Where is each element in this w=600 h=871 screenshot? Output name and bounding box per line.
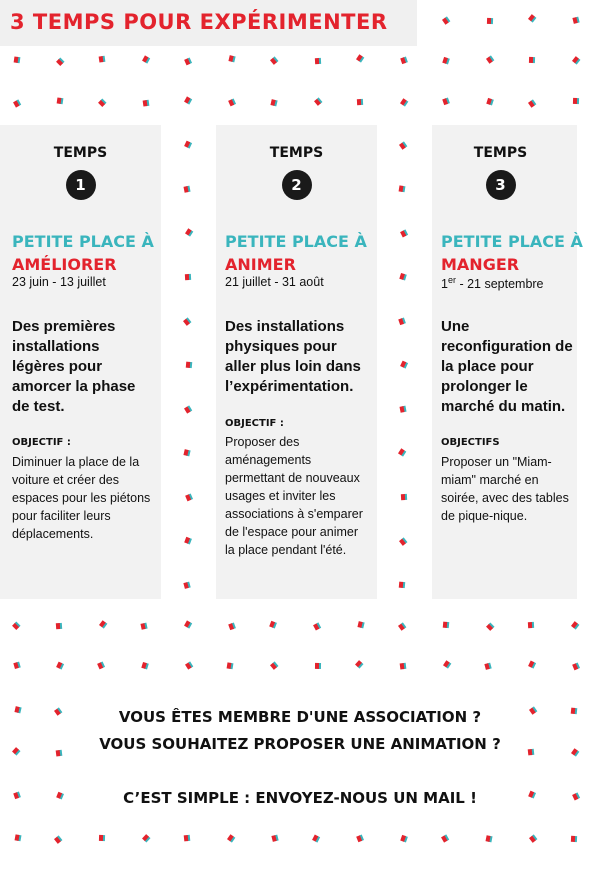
pattern-mark (528, 99, 536, 107)
pattern-mark (140, 623, 147, 630)
pattern-mark (529, 57, 535, 63)
pattern-mark (400, 361, 408, 369)
pattern-mark (312, 835, 320, 843)
pattern-mark (227, 662, 234, 669)
pattern-mark (315, 663, 321, 669)
objective-text: Proposer des aménagements permettant de nouveaux usages et inviter les associations à s'emparer de l'espace pour animer la place pendant l'été. (225, 435, 363, 557)
pattern-mark (528, 14, 536, 22)
pattern-mark (269, 621, 277, 629)
pattern-mark (486, 835, 493, 842)
lead-text: Des installations physiques pour aller plus loin dans l’expérimentation. (225, 318, 361, 395)
number-badge: 1 (66, 170, 96, 200)
pattern-mark (399, 582, 406, 589)
pattern-mark (400, 57, 408, 65)
pattern-mark (571, 621, 579, 629)
temps-label: TEMPS (269, 145, 324, 161)
dates: 23 juin - 13 juillet (12, 275, 106, 289)
number-badge: 3 (486, 170, 516, 200)
pattern-mark (401, 494, 407, 500)
pattern-mark (400, 229, 408, 237)
temps-card-3 (432, 125, 583, 599)
pattern-mark (99, 56, 106, 63)
pattern-mark (398, 318, 406, 326)
pattern-mark (54, 835, 62, 843)
pattern-mark (484, 663, 491, 670)
dates (441, 275, 544, 291)
cta-question-association: VOUS ÊTES MEMBRE D'UNE ASSOCIATION ? (118, 708, 482, 726)
pattern-mark (14, 56, 21, 63)
place-heading-line2: MANGER (441, 255, 520, 274)
pattern-mark (442, 16, 450, 24)
pattern-mark (13, 662, 20, 669)
objective-label: OBJECTIFS (441, 437, 500, 448)
pattern-mark (15, 834, 22, 841)
pattern-mark (143, 100, 150, 107)
pattern-mark (184, 96, 192, 104)
pattern-mark (270, 99, 277, 106)
pattern-mark (528, 661, 536, 669)
pattern-mark (399, 273, 406, 280)
pattern-mark (184, 835, 191, 842)
pattern-mark (443, 622, 450, 629)
pattern-mark (184, 405, 192, 413)
pattern-mark (486, 55, 494, 63)
pattern-mark (99, 835, 105, 841)
number-badge: 2 (282, 170, 312, 200)
pattern-mark (400, 835, 408, 843)
place-heading-line1: PETITE PLACE À (225, 232, 367, 251)
pattern-mark (184, 537, 192, 545)
pattern-mark (356, 54, 364, 62)
pattern-mark (571, 836, 577, 842)
pattern-mark (97, 661, 105, 669)
cta-question-animation: VOUS SOUHAITEZ PROPOSER UNE ANIMATION ? (99, 735, 501, 753)
pattern-mark (400, 663, 407, 670)
pattern-mark (399, 537, 407, 545)
lead-text: Des premières installations légères pour amorcer la phase de test. (12, 318, 136, 415)
place-heading-line1: PETITE PLACE À (441, 232, 583, 251)
pattern-mark (442, 57, 450, 65)
pattern-mark (185, 228, 193, 236)
cta-send-mail: C’EST SIMPLE : ENVOYEZ-NOUS UN MAIL ! (123, 789, 477, 807)
pattern-mark (228, 55, 235, 62)
pattern-mark (183, 449, 190, 456)
pattern-mark (357, 621, 364, 628)
objective-label: OBJECTIF : (225, 418, 284, 429)
pattern-mark (98, 98, 106, 106)
pattern-mark (572, 17, 579, 24)
place-heading-line2: ANIMER (225, 255, 296, 274)
pattern-mark (56, 623, 62, 629)
pattern-mark (141, 662, 148, 669)
pattern-mark (228, 622, 236, 630)
pattern-mark (441, 834, 449, 842)
pattern-mark (185, 274, 191, 280)
place-heading (225, 230, 371, 276)
pattern-mark (184, 186, 191, 193)
pattern-mark (270, 661, 278, 669)
pattern-mark (314, 97, 322, 105)
objective-text: Diminuer la place de la voiture et créer des espaces pour les piétons pour faciliter leurs déplacements. (12, 455, 151, 541)
place-heading (12, 230, 155, 276)
pattern-mark (271, 835, 278, 842)
pattern-mark (227, 834, 235, 842)
pattern-mark (528, 622, 534, 628)
pattern-mark (186, 362, 193, 369)
pattern-mark (442, 98, 450, 106)
objective-text: Proposer un "Miam-miam" marché en soirée, avec des tables de pique-nique. (441, 455, 569, 523)
pattern-mark (99, 620, 107, 628)
pattern-mark (356, 834, 364, 842)
pattern-mark (315, 58, 321, 64)
pattern-mark (399, 185, 406, 192)
pattern-mark (183, 582, 190, 589)
dates: 21 juillet - 31 août (225, 275, 324, 289)
pattern-mark (398, 448, 406, 456)
pattern-mark (184, 141, 192, 149)
pattern-mark (142, 834, 150, 842)
place-heading-line1: PETITE PLACE À (12, 232, 154, 251)
pattern-mark (56, 57, 64, 65)
pattern-mark (357, 99, 363, 105)
pattern-mark (573, 98, 579, 104)
pattern-mark (270, 56, 278, 64)
page-title: 3 TEMPS POUR EXPÉRIMENTER (10, 10, 388, 34)
pattern-mark (486, 622, 494, 630)
pattern-mark (399, 141, 407, 149)
pattern-mark (12, 621, 20, 629)
pattern-mark (183, 317, 191, 325)
pattern-mark (529, 834, 537, 842)
pattern-mark (443, 660, 451, 668)
dates-day: 1 (441, 277, 448, 292)
pattern-mark (486, 98, 494, 106)
lead-text: Une reconfiguration de la place pour prolonger le marché du matin. (441, 318, 573, 415)
pattern-mark (56, 662, 64, 670)
temps-label: TEMPS (53, 145, 108, 161)
pattern-mark (142, 55, 150, 63)
temps-label: TEMPS (473, 145, 528, 161)
pattern-mark (355, 660, 363, 668)
pattern-mark (572, 56, 580, 64)
dates-superscript: er (447, 275, 456, 285)
pattern-mark (313, 622, 321, 630)
pattern-mark (572, 662, 580, 670)
pattern-mark (13, 99, 21, 107)
place-heading (441, 230, 583, 276)
place-heading-line2: AMÉLIORER (12, 255, 117, 274)
pattern-mark (184, 57, 192, 65)
pattern-mark (185, 493, 193, 501)
pattern-mark (184, 620, 192, 628)
pattern-mark (185, 661, 193, 669)
dates-rest: - 21 septembre (455, 277, 544, 292)
pattern-mark (400, 406, 407, 413)
objective-label: OBJECTIF : (12, 437, 71, 448)
pattern-mark (398, 622, 406, 630)
pattern-mark (228, 98, 236, 106)
pattern-mark (57, 97, 64, 104)
temps-card-1 (0, 125, 161, 599)
pattern-mark (400, 98, 408, 106)
temps-card-2 (216, 125, 377, 599)
title-banner (0, 0, 417, 46)
pattern-mark (487, 18, 493, 24)
